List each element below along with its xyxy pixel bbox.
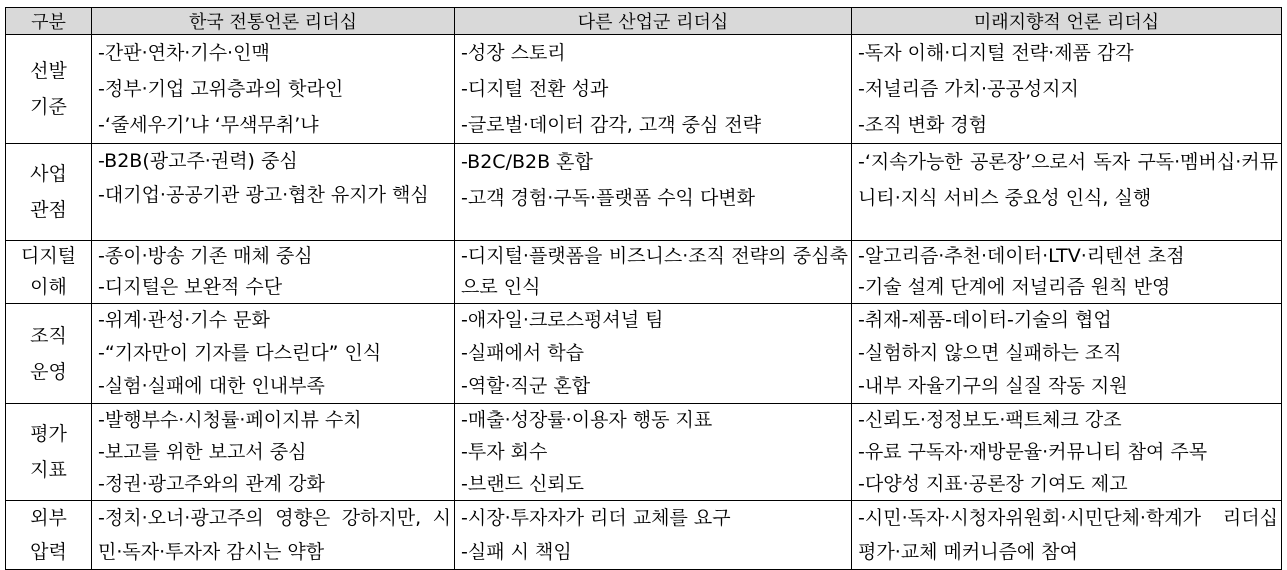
cell-line: -B2B(광고주·권력) 중심 (98, 150, 298, 172)
traditional-cell (92, 241, 455, 304)
cell-line: -“기자만이 기자를 다스린다” 인식 (98, 342, 382, 364)
traditional-cell (92, 501, 455, 570)
cell-line: -간판·연차·기수·인맥 (98, 42, 270, 64)
table-row-organization (6, 304, 1282, 404)
cell-line: -B2C/B2B 혼합 (461, 151, 593, 173)
cell-line: -매출·성장률·이용자 행동 지표 (461, 409, 713, 431)
cell-line: -보고를 위한 보고서 중심 (98, 441, 307, 463)
header-category: 구분 (6, 8, 92, 35)
cell-line: -독자 이해·디지털 전략·제품 감각 (858, 42, 1134, 64)
header-future: 미래지향적 언론 리더십 (852, 8, 1282, 35)
leadership-comparison-table (5, 7, 1282, 570)
cell-line: -디지털·플랫폼을 비즈니스·조직 전략의 중심축으로 인식 (461, 245, 848, 298)
cell-line: -실험·실패에 대한 인내부족 (98, 375, 325, 397)
cell-line: -브랜드 신뢰도 (461, 473, 585, 495)
cell-line: -역할·직군 혼합 (461, 375, 591, 397)
cell-line: -성장 스토리 (461, 42, 566, 64)
cell-line: -‘줄세우기’냐 ‘무색무취’냐 (98, 114, 319, 136)
table-row-external (6, 501, 1282, 570)
traditional-cell (92, 304, 455, 404)
future-cell (852, 35, 1282, 144)
row-category: 평가 지표 (6, 404, 92, 501)
cell-line: -내부 자율기구의 실질 작동 지원 (858, 375, 1128, 397)
other-industry-cell (455, 35, 852, 144)
cell-line: -디지털은 보완적 수단 (98, 276, 283, 298)
cell-line: -조직 변화 경험 (858, 114, 988, 136)
cell-line: -글로벌·데이터 감각, 고객 중심 전략 (461, 114, 762, 136)
cell-line: -기술 설계 단계에 저널리즘 원칙 반영 (858, 276, 1171, 298)
cell-line: -대기업·공공기관 광고·협찬 유지가 핵심 (98, 184, 429, 206)
cell-line: -‘지속가능한 공론장’으로서 독자 구독·멤버십·커뮤니티·지식 서비스 중요성 인식, 실행 (858, 151, 1278, 209)
cell-line: -시민·독자·시청자위원회·시민단체·학계가 리더십 평가·교체 메커니즘에 참여 (858, 507, 1278, 563)
cell-line: -취재-제품-데이터-기술의 협업 (858, 309, 1112, 331)
header-row (6, 8, 1282, 35)
cell-line: -다양성 지표·공론장 기여도 제고 (858, 473, 1128, 495)
cell-line: -위계·관성·기수 문화 (98, 309, 270, 331)
cell-line: -애자일·크로스펑셔널 팀 (461, 309, 664, 331)
other-industry-cell (455, 144, 852, 241)
cell-line: -정부·기업 고위층과의 핫라인 (98, 78, 344, 100)
cell-line: -고객 경험·구독·플랫폼 수익 다변화 (461, 187, 756, 209)
table-row-business (6, 144, 1282, 241)
cell-line: -정치·오너·광고주의 영향은 강하지만, 시민·독자·투자자 감시는 약함 (98, 507, 451, 563)
cell-line: -투자 회수 (461, 441, 548, 463)
cell-line: -신뢰도·정정보도·팩트체크 강조 (858, 409, 1122, 431)
cell-line: -유료 구독자·재방문율·커뮤니티 참여 주목 (858, 441, 1208, 463)
table-row-selection (6, 35, 1282, 144)
future-cell (852, 404, 1282, 501)
row-category: 디지털 이해 (6, 241, 92, 304)
row-category: 외부 압력 (6, 501, 92, 570)
header-traditional: 한국 전통언론 리더십 (92, 8, 455, 35)
other-industry-cell (455, 304, 852, 404)
other-industry-cell (455, 404, 852, 501)
future-cell (852, 304, 1282, 404)
table-row-evaluation (6, 404, 1282, 501)
future-cell (852, 241, 1282, 304)
cell-line: -실험하지 않으면 실패하는 조직 (858, 342, 1122, 364)
cell-line: -실패 시 책임 (461, 541, 572, 563)
cell-line: -저널리즘 가치·공공성지지 (858, 78, 1079, 100)
row-category: 조직 운영 (6, 304, 92, 404)
cell-line: -실패에서 학습 (461, 342, 585, 364)
traditional-cell (92, 35, 455, 144)
row-category: 사업 관점 (6, 144, 92, 241)
traditional-cell (92, 404, 455, 501)
cell-line: -발행부수·시청률·페이지뷰 수치 (98, 409, 362, 431)
cell-line: -디지털 전환 성과 (461, 78, 609, 100)
cell-line: -종이·방송 기존 매체 중심 (98, 245, 313, 267)
other-industry-cell (455, 241, 852, 304)
future-cell (852, 144, 1282, 241)
header-other-industry: 다른 산업군 리더십 (455, 8, 852, 35)
table-row-digital (6, 241, 1282, 304)
cell-line: -정권·광고주와의 관계 강화 (98, 473, 325, 495)
other-industry-cell (455, 501, 852, 570)
traditional-cell (92, 144, 455, 241)
row-category: 선발 기준 (6, 35, 92, 144)
future-cell (852, 501, 1282, 570)
cell-line: -알고리즘·추천·데이터·LTV·리텐션 초점 (858, 245, 1185, 267)
cell-line: -시장·투자자가 리더 교체를 요구 (461, 507, 731, 529)
